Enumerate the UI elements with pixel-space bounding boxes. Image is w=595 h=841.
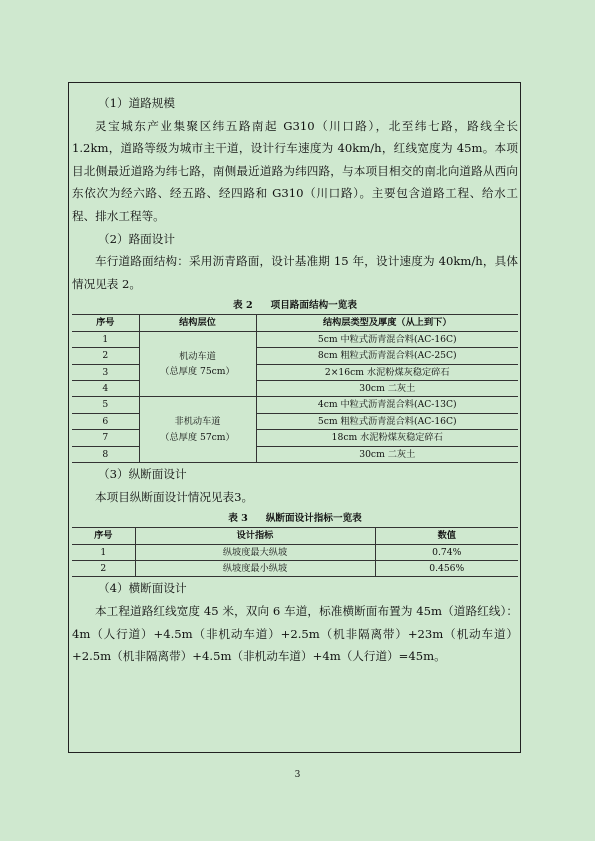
- group-thickness: （总厚度 57cm）: [160, 431, 235, 443]
- table-header-row: [72, 315, 518, 331]
- group-cell-non-motor-lane: [139, 397, 256, 463]
- layer-cell: 18cm 水泥粉煤灰稳定碎石: [256, 430, 518, 446]
- row-number: 6: [72, 413, 139, 429]
- header-cell: 序号: [72, 315, 139, 331]
- layer-cell: 30cm 二灰土: [256, 380, 518, 396]
- table-row: [72, 331, 518, 347]
- section-4-heading: （4）横断面设计: [98, 581, 187, 596]
- layer-cell: 30cm 二灰土: [256, 446, 518, 462]
- table-row: [72, 364, 518, 380]
- layer-cell: 5cm 粗粒式沥青混合料(AC-16C): [256, 413, 518, 429]
- table-row: [72, 446, 518, 462]
- table-header-row: [72, 528, 518, 544]
- layer-cell: 4cm 中粒式沥青混合料(AC-13C): [256, 397, 518, 413]
- header-cell: 结构层位: [139, 315, 256, 331]
- header-cell: 数值: [375, 528, 518, 544]
- row-number: 1: [72, 331, 139, 347]
- table-row: [72, 397, 518, 413]
- index-cell: 纵坡度最小纵坡: [135, 561, 375, 577]
- layer-cell: 8cm 粗粒式沥青混合料(AC-25C): [256, 348, 518, 364]
- group-name: 非机动车道: [174, 416, 221, 428]
- table-2-caption: [72, 297, 518, 314]
- table-row: [72, 561, 518, 577]
- section-4-paragraph: 本工程道路红线宽度 45 米，双向 6 车道，标准横断面布置为 45m（道路红线）：4m（人行道）+4.5m（非机动车道）+2.5m（机非隔离带）+23m（机动车道）+2.5m（机非隔离带）+4.5m（非机动车道）+4m（人行道）=45m。: [72, 604, 518, 664]
- table-2-caption-title: 项目路面结构一览表: [270, 300, 357, 312]
- section-3-paragraph: 本项目纵断面设计情况见表3。: [95, 489, 254, 504]
- row-number: 2: [72, 561, 135, 577]
- row-number: 5: [72, 397, 139, 413]
- section-1-paragraph: 灵宝城东产业集聚区纬五路南起 G310（川口路），北至纬七路，路线全长 1.2km，道路等级为城市主干道，设计行车速度为 40km/h，红线宽度为 45m。本项目北侧最近道路为纬七路，南侧最近道路为纬四路，与本项目相交的南北向道路从西向东依次为经六路、经五路、经四路和 G310（川口路）。主要包含道路工程、给水工程、排水工程等。: [72, 118, 518, 223]
- header-cell: 设计指标: [135, 528, 375, 544]
- row-number: 2: [72, 348, 139, 364]
- row-number: 3: [72, 364, 139, 380]
- section-2-paragraph: 车行道路面结构：采用沥青路面，设计基准期 15 年，设计速度为 40km/h，具体情况见表 2。: [72, 254, 518, 291]
- value-cell: 0.74%: [375, 544, 518, 560]
- document-body: [72, 92, 518, 668]
- section-1-heading: （1）道路规模: [98, 96, 175, 110]
- index-cell: 纵坡度最大纵坡: [135, 544, 375, 560]
- group-name: 机动车道: [179, 350, 216, 362]
- table-row: [72, 348, 518, 364]
- layer-cell: 2×16cm 水泥粉煤灰稳定碎石: [256, 364, 518, 380]
- table-3-caption-number: 表 3: [228, 513, 248, 525]
- group-thickness: （总厚度 75cm）: [160, 366, 235, 378]
- layer-cell: 5cm 中粒式沥青混合料(AC-16C): [256, 331, 518, 347]
- table-row: [72, 544, 518, 560]
- table-row: [72, 380, 518, 396]
- row-number: 7: [72, 430, 139, 446]
- section-2-heading: （2）路面设计: [98, 231, 175, 246]
- row-number: 1: [72, 544, 135, 560]
- value-cell: 0.456%: [375, 561, 518, 577]
- table-row: [72, 430, 518, 446]
- group-cell-motor-lane: [139, 331, 256, 397]
- table-3-caption-title: 纵断面设计指标一览表: [265, 513, 362, 525]
- page-number: 3: [294, 770, 301, 780]
- row-number: 4: [72, 380, 139, 396]
- longitudinal-design-table: [72, 527, 518, 577]
- row-number: 8: [72, 446, 139, 462]
- header-cell: 结构层类型及厚度（从上到下）: [256, 315, 518, 331]
- pavement-structure-table: [72, 314, 518, 463]
- table-3-caption: [72, 510, 518, 527]
- table-row: [72, 413, 518, 429]
- table-2-caption-number: 表 2: [233, 300, 253, 312]
- header-cell: 序号: [72, 528, 135, 544]
- section-3-heading: （3）纵断面设计: [98, 467, 187, 481]
